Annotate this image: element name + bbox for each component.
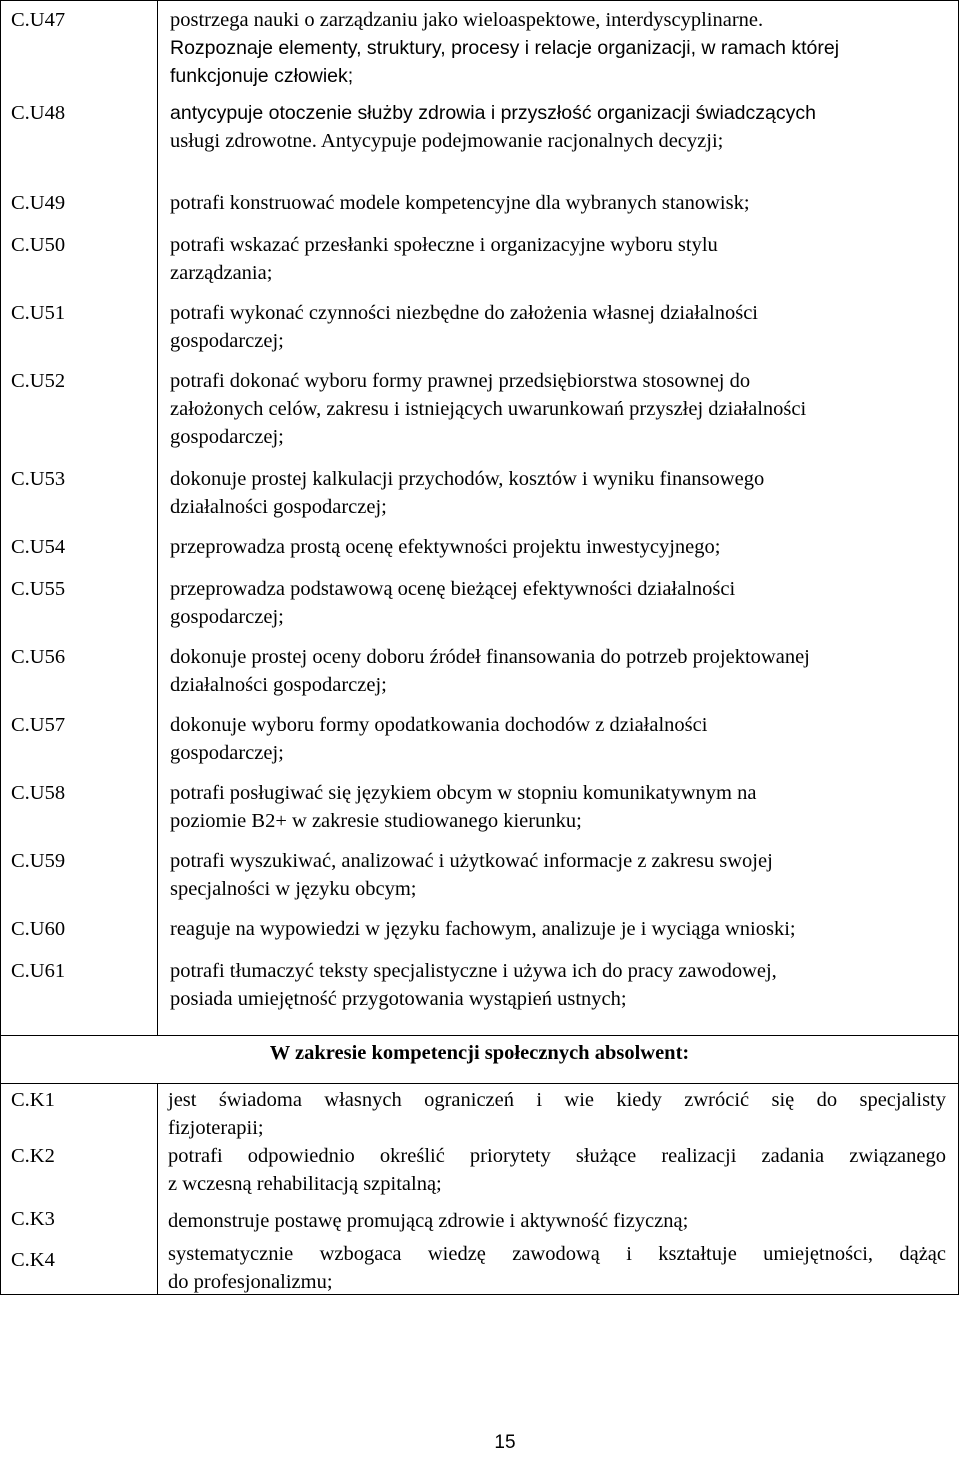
skill-description-line: potrafi tłumaczyć teksty specjalistyczne i używa ich do pracy zawodowej,	[170, 960, 777, 982]
skill-description	[158, 1, 958, 99]
skill-code: C.U57	[11, 714, 66, 736]
skill-code: C.U48	[11, 102, 66, 124]
skill-description-line: potrafi wskazać przesłanki społeczne i organizacyjne wyboru stylu	[170, 234, 718, 256]
skill-description-line: przeprowadza podstawową ocenę bieżącej efektywności działalności	[170, 578, 736, 600]
competence-description-line: z wczesną rehabilitacją szpitalną;	[168, 1173, 442, 1195]
skill-code: C.U58	[11, 782, 66, 804]
skill-code: C.U49	[11, 192, 66, 214]
competence-description	[158, 1202, 958, 1238]
skill-description-line: funkcjonuje człowiek;	[170, 65, 354, 87]
competences-row	[1, 1084, 959, 1295]
skill-code: C.U51	[11, 302, 66, 324]
competence-description-line: potrafi odpowiednio określić priorytety służące realizacji zadania związanego	[168, 1145, 946, 1167]
competence-description-line: jest świadoma własnych ograniczeń i wie kiedy zwrócić się do specjalisty	[168, 1089, 946, 1111]
page-number: 15	[494, 1432, 516, 1453]
competence-code: C.K4	[11, 1249, 55, 1271]
section-header: W zakresie kompetencji społecznych absolwent:	[1, 1036, 959, 1084]
skill-description-line: postrzega nauki o zarządzaniu jako wieloaspektowe, interdyscyplinarne.	[170, 9, 764, 31]
skill-description-line: gospodarczej;	[170, 426, 284, 448]
skills-code-list	[1, 1, 157, 1035]
skills-descriptions-cell	[158, 1, 959, 1036]
skill-description-line: przeprowadza prostą ocenę efektywności projektu inwestycyjnego;	[170, 536, 721, 558]
skill-description	[158, 837, 958, 905]
skill-description-line: Rozpoznaje elementy, struktury, procesy i relacje organizacji, w ramach której	[170, 37, 840, 59]
skill-code: C.U53	[11, 468, 66, 490]
skill-description-line: potrafi posługiwać się językiem obcym w stopniu komunikatywnym na	[170, 782, 757, 804]
competence-code: C.K3	[11, 1208, 55, 1230]
skills-description-list	[158, 1, 958, 1035]
skill-code: C.U60	[11, 918, 66, 940]
skill-description-line: potrafi wykonać czynności niezbędne do założenia własnej działalności	[170, 302, 758, 324]
skill-description-line: reaguje na wypowiedzi w języku fachowym, analizuje je i wyciąga wnioski;	[170, 918, 796, 940]
skill-description	[158, 769, 958, 837]
skill-description-line: poziomie B2+ w zakresie studiowanego kierunku;	[170, 810, 582, 832]
competence-description-line: systematycznie wzbogaca wiedzę zawodową i kształtuje umiejętności, dążąc	[168, 1243, 946, 1265]
competences-description-list	[158, 1084, 958, 1292]
skill-code: C.U50	[11, 234, 66, 256]
competence-description-line: fizjoterapii;	[168, 1117, 264, 1139]
skill-description	[158, 99, 958, 179]
skill-description-line: gospodarczej;	[170, 330, 284, 352]
skills-codes-cell	[1, 1, 158, 1036]
skill-description-line: potrafi dokonać wyboru formy prawnej przedsiębiorstwa stosownej do	[170, 370, 751, 392]
skill-code: C.U61	[11, 960, 66, 982]
skill-description-line: dokonuje prostej kalkulacji przychodów, kosztów i wyniku finansowego	[170, 468, 765, 490]
skill-description	[158, 179, 958, 221]
skill-description-line: działalności gospodarczej;	[170, 674, 387, 696]
skill-description	[158, 565, 958, 633]
skill-description	[158, 455, 958, 523]
skill-code: C.U56	[11, 646, 66, 668]
competence-code: C.K1	[11, 1089, 55, 1111]
skill-description-line: antycypuje otoczenie służby zdrowia i przyszłość organizacji świadczących	[170, 102, 816, 124]
competences-descriptions-cell	[158, 1084, 959, 1295]
competence-description	[158, 1238, 958, 1292]
competence-code: C.K2	[11, 1145, 55, 1167]
skill-description-line: posiada umiejętność przygotowania wystąpień ustnych;	[170, 988, 627, 1010]
skill-code: C.U52	[11, 370, 66, 392]
skill-description-line: potrafi konstruować modele kompetencyjne dla wybranych stanowisk;	[170, 192, 750, 214]
section-header-row	[1, 1036, 959, 1084]
skill-code: C.U47	[11, 9, 66, 31]
competence-description	[158, 1142, 958, 1202]
skill-description	[158, 357, 958, 455]
skills-row	[1, 1, 959, 1036]
skill-description	[158, 221, 958, 289]
competences-code-list	[1, 1084, 157, 1294]
skill-code: C.U54	[11, 536, 66, 558]
skill-description	[158, 947, 958, 1035]
skill-description-line: założonych celów, zakresu i istniejących uwarunkowań przyszłej działalności	[170, 398, 807, 420]
competence-description-line: do profesjonalizmu;	[168, 1271, 333, 1293]
competence-description	[158, 1084, 958, 1142]
skill-description-line: specjalności w języku obcym;	[170, 878, 417, 900]
skill-description-line: gospodarczej;	[170, 606, 284, 628]
skill-description-line: dokonuje prostej oceny doboru źródeł finansowania do potrzeb projektowanej	[170, 646, 810, 668]
skill-description	[158, 633, 958, 701]
skill-code: C.U59	[11, 850, 66, 872]
skill-description	[158, 523, 958, 565]
skill-description-line: potrafi wyszukiwać, analizować i użytkować informacje z zakresu swojej	[170, 850, 773, 872]
skill-description	[158, 905, 958, 947]
skill-description	[158, 289, 958, 357]
skill-description	[158, 701, 958, 769]
skill-code: C.U55	[11, 578, 66, 600]
skill-description-line: działalności gospodarczej;	[170, 496, 387, 518]
competence-description-line: demonstruje postawę promującą zdrowie i aktywność fizyczną;	[168, 1210, 689, 1232]
competences-codes-cell	[1, 1084, 158, 1295]
skill-description-line: usługi zdrowotne. Antycypuje podejmowanie racjonalnych decyzji;	[170, 130, 724, 152]
skill-description-line: gospodarczej;	[170, 742, 284, 764]
skill-description-line: zarządzania;	[170, 262, 273, 284]
skill-description-line: dokonuje wyboru formy opodatkowania dochodów z działalności	[170, 714, 708, 736]
